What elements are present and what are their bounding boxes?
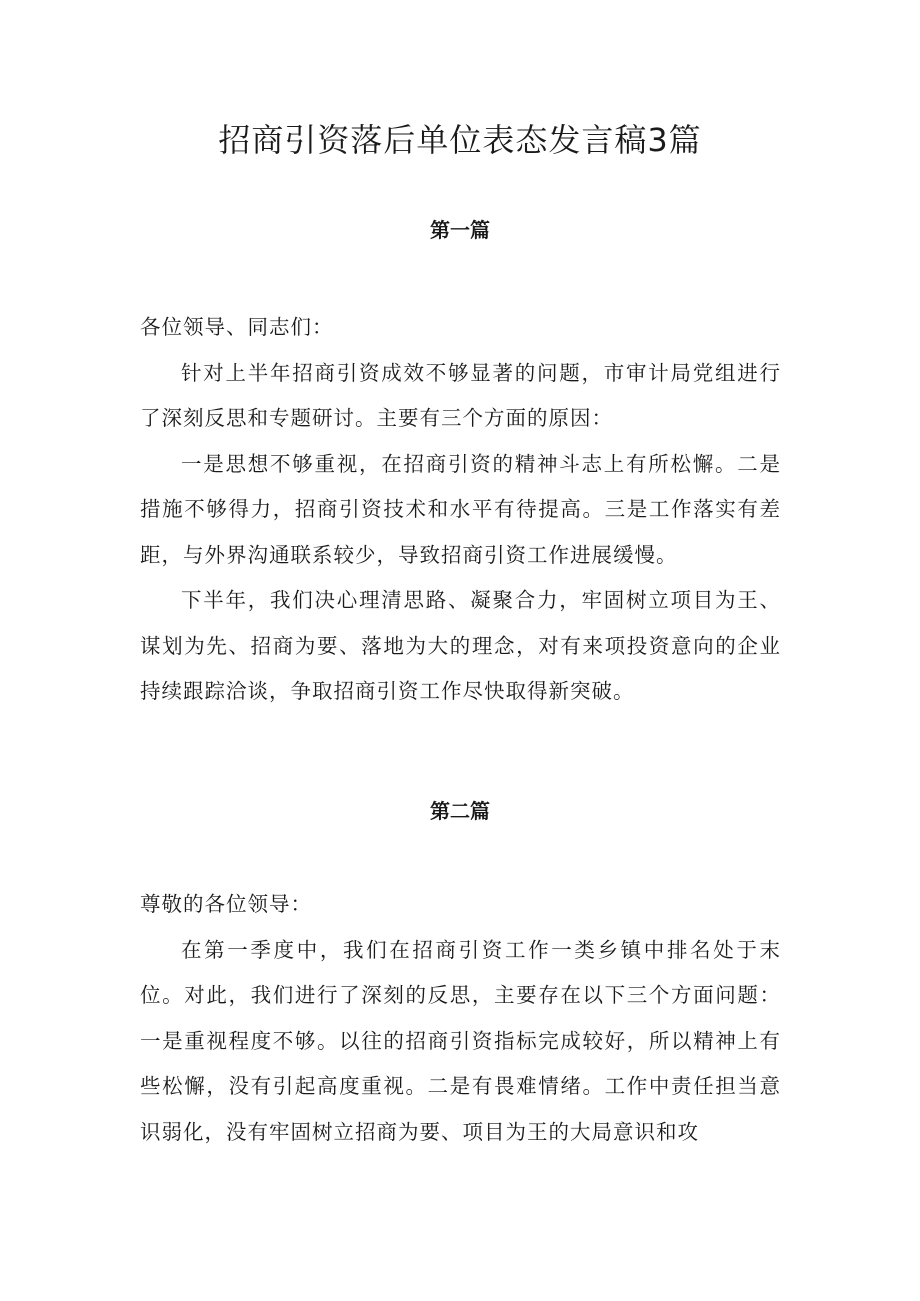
paragraph: 针对上半年招商引资成效不够显著的问题，市审计局党组进行了深刻反思和专题研讨。主要有三个方面的原因： [140,360,781,430]
section-heading-1: 第一篇 [430,218,490,242]
salutation: 尊敬的各位领导： [140,892,312,916]
paragraph: 一是思想不够重视，在招商引资的精神斗志上有所松懈。二是措施不够得力，招商引资技术和水平有待提高。三是工作落实有差距，与外界沟通联系较少，导致招商引资工作进展缓慢。 [140,451,781,567]
paragraph: 下半年，我们决心理清思路、凝聚合力，牢固树立项目为王、谋划为先、招商为要、落地为大的理念，对有来项投资意向的企业持续跟踪洽谈，争取招商引资工作尽快取得新突破。 [140,588,781,703]
section-body-1 [140,305,781,715]
document-title: 招商引资落后单位表态发言稿3篇 [218,121,702,159]
section-heading-2: 第二篇 [430,799,490,823]
section-body-2 [140,882,781,1155]
salutation: 各位领导、同志们： [140,315,334,339]
paragraph: 在第一季度中，我们在招商引资工作一类乡镇中排名处于末位。对此，我们进行了深刻的反思，主要存在以下三个方面问题：一是重视程度不够。以往的招商引资指标完成较好，所以精神上有些松懈，没有引起高度重视。二是有畏难情绪。工作中责任担当意识弱化，没有牢固树立招商为要、项目为王的大局意识和攻 [140,937,781,1144]
